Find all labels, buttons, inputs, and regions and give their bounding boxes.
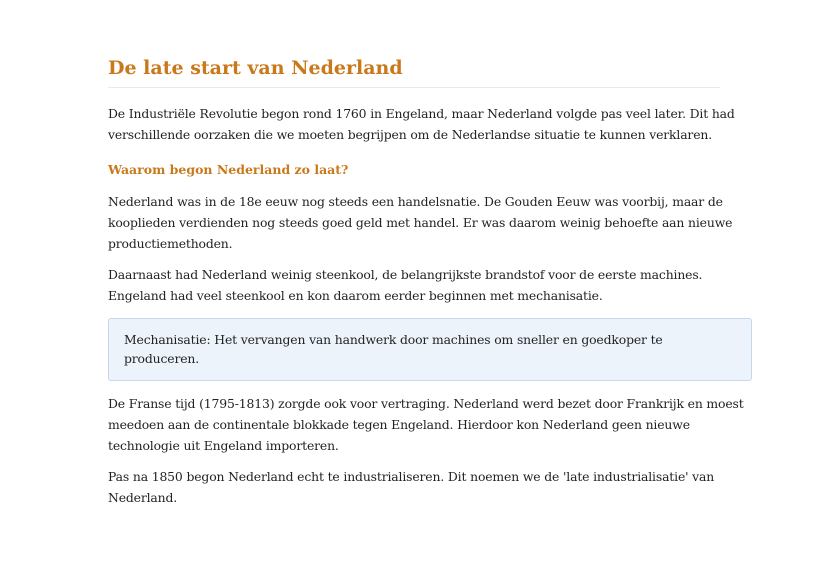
section-heading: Waarom begon Nederland zo laat?	[108, 162, 349, 177]
page-title: De late start van Nederland	[108, 55, 720, 88]
paragraph-trade-nation: Nederland was in de 18e eeuw nog steeds een handelsnatie. De Gouden Eeuw was voorbij, maar de kooplieden verdienden nog steeds goed geld met handel. Er was daarom weinig behoefte aan nieuwe productiemethoden.	[108, 194, 733, 251]
paragraph-french-period: De Franse tijd (1795-1813) zorgde ook voor vertraging. Nederland werd bezet door Frankrijk en moest meedoen aan de continentale blokkade tegen Engeland. Hierdoor kon Nederland geen nieuwe technologie uit Engeland importeren.	[108, 396, 744, 453]
article	[108, 55, 752, 508]
paragraph-coal: Daarnaast had Nederland weinig steenkool, de belangrijkste brandstof voor de eerste machines. Engeland had veel steenkool en kon daarom eerder beginnen met mechanisatie.	[108, 267, 703, 303]
paragraph-late-industrialization: Pas na 1850 begon Nederland echt te industrialiseren. Dit noemen we de 'late industrialisatie' van Nederland.	[108, 469, 715, 505]
definition-box: Mechanisatie: Het vervangen van handwerk door machines om sneller en goedkoper te produceren.	[108, 318, 752, 381]
intro-paragraph: De Industriële Revolutie begon rond 1760 in Engeland, maar Nederland volgde pas veel later. Dit had verschillende oorzaken die we moeten begrijpen om de Nederlandse situatie te kunnen verklaren.	[108, 106, 735, 142]
